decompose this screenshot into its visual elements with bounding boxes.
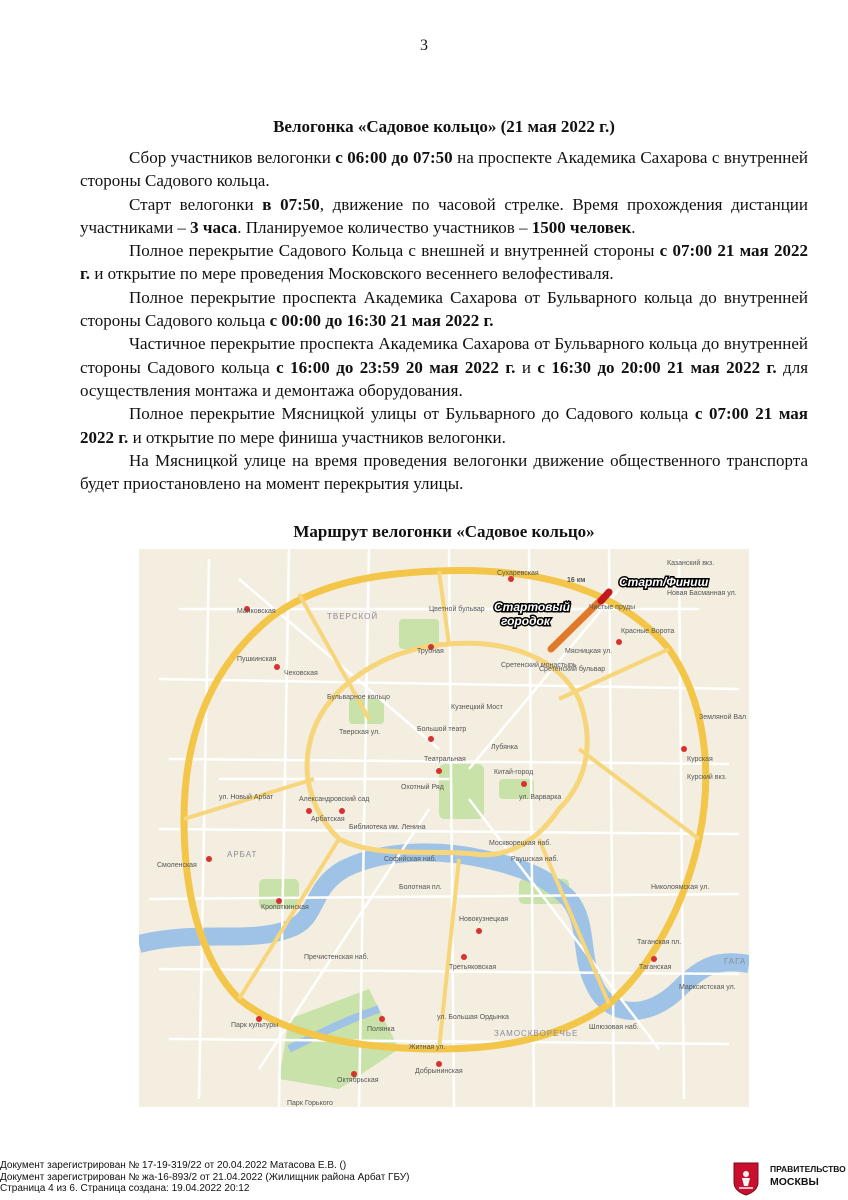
text-run: Полное перекрытие проспекта Академика Сахарова от Бульварного кольца до внутренней стороны Садового кольца (80, 287, 808, 331)
paragraph (80, 332, 808, 402)
map-label: Таганская пл. (637, 939, 682, 946)
map-label: Новая Басманная ул. (667, 590, 737, 597)
map-label: Третьяковская (449, 964, 497, 971)
district-label-zamoskvorechye: ЗАМОСКВОРЕЧЬЕ (494, 1029, 579, 1038)
footer-line-1: Документ зарегистрирован № 17-19-319/22 от 20.04.2022 Матасова Е.В. () (0, 1160, 347, 1171)
map-label: Цветной бульвар (429, 606, 485, 613)
map-label: ул. Варварка (519, 794, 562, 801)
map-label: Полянка (367, 1026, 395, 1033)
map-label: Смоленская (157, 862, 197, 869)
map-label: Казанский вкз. (667, 560, 715, 567)
body-text (80, 146, 808, 495)
bold-run: 1500 человек (531, 217, 632, 237)
map-label: Раушская наб. (511, 856, 559, 863)
map-label: Трубная (417, 648, 444, 655)
map-label: Болотная пл. (399, 884, 442, 891)
map-label: Пушкинская (237, 656, 277, 663)
map-label: Маяковская (237, 608, 276, 615)
text-run: и открытие по мере проведения Московского весеннего велофестиваля. (90, 264, 614, 284)
paragraph (80, 449, 808, 496)
map-label: Новокузнецкая (459, 916, 508, 923)
start-camp-callout-line2: городок (501, 614, 550, 628)
map-label: Шлюзовая наб. (589, 1024, 639, 1031)
start-camp-callout-line1: Стартовый (494, 600, 571, 614)
map-label: Чеховская (284, 670, 318, 677)
map-label: Сухаревская (497, 570, 539, 577)
map-label: Тверская ул. (339, 729, 381, 736)
map-label: Земляной Вал (699, 714, 747, 721)
bold-run: 3 часа (190, 217, 238, 237)
bold-run: в 07:50 (262, 194, 320, 214)
text-run: на проспекте Академика Сахарова с внутренней стороны Садового кольца. (80, 148, 809, 191)
moscow-coat-of-arms-icon (733, 1162, 759, 1196)
map-label: Таганская (639, 964, 672, 971)
map-label: Парк культуры (231, 1022, 279, 1029)
map-label: Октябрьская (337, 1077, 379, 1084)
map-label: Мясницкая ул. (565, 648, 613, 655)
paragraph (80, 146, 808, 193)
map-label: Чистые пруды (589, 604, 636, 611)
map-label: Курская (687, 756, 713, 763)
map-label: Арбатская (311, 816, 345, 823)
route-map (139, 549, 749, 1107)
map-label: Красные Ворота (621, 628, 675, 635)
text-run: Полное перекрытие Садового Кольца с внешней и внутренней стороны (129, 241, 660, 261)
map-label: Пречистенская наб. (304, 954, 369, 961)
map-label: Китай-город (494, 769, 534, 776)
text-run: и открытие по мере финиша участников велогонки. (128, 427, 506, 447)
map-label: Сретенский бульвар (539, 666, 606, 673)
bold-run: с 07:00 21 мая 2022 г. (80, 241, 808, 284)
map-label: Театральная (424, 756, 466, 763)
government-label-line2: МОСКВЫ (770, 1176, 819, 1188)
map-label: Марксистская ул. (679, 984, 736, 991)
map-label: Кропоткинская (261, 904, 309, 911)
map-label: Москворецкая наб. (489, 840, 552, 847)
text-run: , движение по часовой стрелке. Время прохождения дистанции участниками – (80, 194, 809, 237)
registration-footer (0, 1160, 409, 1195)
map-label: Добрынинская (415, 1068, 463, 1075)
paragraph (80, 193, 808, 240)
text-run: . Планируемое количество участников – (237, 217, 532, 237)
map-label: Софийская наб. (384, 856, 437, 863)
bold-run: с 16:30 до 20:00 21 мая 2022 г. (537, 357, 777, 377)
map-label: Парк Горького (287, 1100, 333, 1107)
text-run: Сбор участников велогонки (129, 148, 336, 167)
text-run: для осуществления монтажа и демонтажа оборудования. (80, 357, 809, 400)
map-label: Сретенский монастырь (501, 662, 577, 669)
government-label (770, 1163, 846, 1189)
district-label-tverskoy: ТВЕРСКОЙ (327, 612, 379, 621)
map-label: Бульварное кольцо (327, 694, 390, 701)
map-label: Александровский сад (299, 796, 370, 803)
page-number: 3 (420, 37, 428, 54)
map-title: Маршрут велогонки «Садовое кольцо» (293, 522, 595, 541)
start-finish-callout: Старт/Финиш (619, 575, 709, 589)
map-label: Николоямская ул. (651, 884, 710, 891)
map-label: Житная ул. (409, 1044, 446, 1051)
document-title: Велогонка «Садовое кольцо» (21 мая 2022 г.) (273, 117, 615, 136)
map-label: Лубянка (491, 744, 518, 751)
map-label: Библиотека им. Ленина (349, 824, 426, 831)
map-label: Большой театр (417, 726, 467, 733)
footer-line-3: Страница 4 из 6. Страница создана: 19.04.2022 20:12 (0, 1183, 250, 1194)
district-label-taganka: ГАГА (724, 957, 747, 966)
text-run: Полное перекрытие Мясницкой улицы от Бульварного до Садового кольца (129, 404, 695, 424)
bold-run: с 07:00 21 мая 2022 г. (80, 404, 808, 447)
text-run: . (631, 217, 636, 237)
paragraph (80, 402, 808, 449)
paragraph (80, 286, 808, 333)
bold-run: с 06:00 до 07:50 (335, 148, 453, 167)
distance-label: 16 км (567, 577, 586, 584)
district-label-arbat: АРБАТ (227, 850, 258, 859)
map-label: Кузнецкий Мост (451, 704, 503, 711)
text-run: Старт велогонки (129, 194, 263, 214)
map-label: ул. Новый Арбат (219, 794, 274, 801)
paragraph (80, 239, 808, 286)
text-run: Частичное перекрытие проспекта Академика Сахарова от Бульварного кольца до внутренней стороны Садового кольца (80, 334, 808, 377)
bold-run: с 16:00 до 23:59 20 мая 2022 г. (276, 357, 516, 377)
government-label-line1: ПРАВИТЕЛЬСТВО (770, 1164, 846, 1174)
text-run: На Мясницкой улице на время проведения велогонки движение общественного транспорта будет приостановлено на момент перекрытия улицы. (80, 450, 808, 494)
map-label: Курский вкз. (687, 774, 727, 781)
text-run: и (515, 357, 538, 377)
map-label: ул. Большая Ордынка (437, 1014, 509, 1021)
bold-run: с 00:00 до 16:30 21 мая 2022 г. (269, 311, 494, 331)
map-label: Охотный Ряд (401, 784, 444, 791)
footer-line-2: Документ зарегистрирован № жа-16-893/2 от 21.04.2022 (Жилищник района Арбат ГБУ) (0, 1171, 410, 1183)
